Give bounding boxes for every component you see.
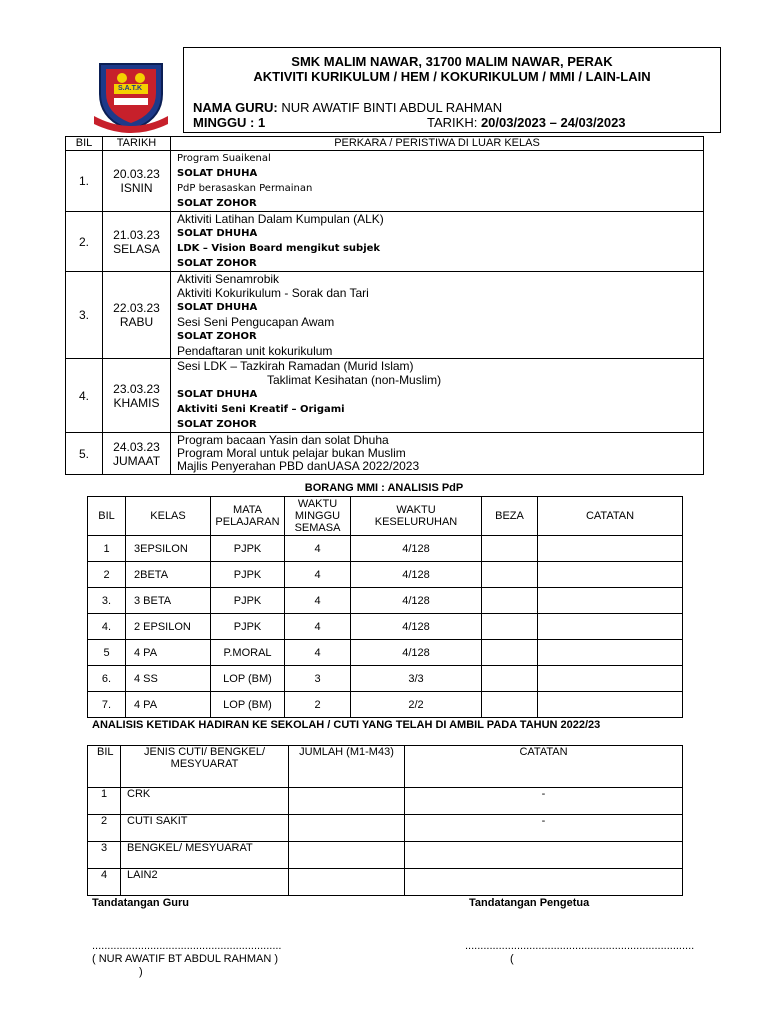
activity-row [66,359,704,433]
mmi-catatan [538,666,683,692]
principal-signature-open: ( [510,953,514,965]
mmi-keseluruhan: 4/128 [351,562,482,588]
activity-item: Aktiviti Senamrobik [177,272,280,286]
activity-date: 23.03.23 [113,381,160,396]
mmi-catatan [538,536,683,562]
mmi-bil: 7. [88,692,126,718]
activity-date-cell [103,359,171,433]
absence-jenis: CUTI SAKIT [121,815,289,842]
mmi-keseluruhan: 3/3 [351,666,482,692]
date-row [427,115,626,130]
mmi-col-mata-l1: MATA [233,504,262,516]
mmi-kelas: 3 BETA [126,588,211,614]
col-bil: BIL [66,137,103,151]
principal-signature-line: ........................................................................... [465,940,695,952]
activity-date: 24.03.23 [113,439,160,454]
school-logo [92,60,170,134]
teacher-signature-label: Tandatangan Guru [92,897,189,909]
mmi-catatan [538,692,683,718]
activity-item: LDK – Vision Board mengikut subjek [177,243,381,254]
activity-item: SOLAT ZOHOR [177,331,257,342]
header-box [183,47,721,133]
activity-day: RABU [119,315,154,329]
activity-bil: 3. [66,272,103,359]
school-name: SMK MALIM NAWAR, 31700 MALIM NAWAR, PERAK [291,54,613,69]
mmi-beza [482,692,538,718]
teacher-name: NUR AWATIF BINTI ABDUL RAHMAN [281,100,503,115]
mmi-row [88,692,683,718]
mmi-row [88,562,683,588]
mmi-col-kelas: KELAS [126,497,211,536]
absence-bil: 2 [88,815,121,842]
activity-row [66,151,704,212]
mmi-bil: 3. [88,588,126,614]
activity-row [66,272,704,359]
activity-item: Program Suaikenal [177,153,271,164]
mmi-keseluruhan: 4/128 [351,614,482,640]
activity-items [171,212,704,272]
mmi-col-bil: BIL [88,497,126,536]
mmi-minggu: 2 [285,692,351,718]
activity-items [171,433,704,475]
activity-date-cell [103,433,171,475]
mmi-mata: PJPK [211,562,285,588]
absence-catatan: - [405,788,683,815]
mmi-kelas: 4 PA [126,640,211,666]
mmi-minggu: 4 [285,614,351,640]
activity-bil: 5. [66,433,103,475]
activity-item: Pendaftaran unit kokurikulum [177,344,333,358]
activity-item: Program bacaan Yasin dan solat Dhuha [177,433,389,447]
mmi-title: BORANG MMI : ANALISIS PdP [304,482,464,494]
absence-row [88,815,683,842]
mmi-col-kes-l1: WAKTU [396,504,436,516]
mmi-catatan [538,562,683,588]
activity-item: SOLAT DHUHA [177,389,258,400]
activity-row [66,212,704,272]
col-perkara: PERKARA / PERISTIWA DI LUAR KELAS [171,137,704,151]
mmi-col-mata [211,497,285,536]
mmi-mata: P.MORAL [211,640,285,666]
mmi-bil: 6. [88,666,126,692]
activity-item: Program Moral untuk pelajar bukan Muslim [177,446,406,460]
teacher-signature-line: .............................................................. [92,940,282,952]
absence-bil: 1 [88,788,121,815]
absence-jumlah [289,815,405,842]
activity-item: SOLAT ZOHOR [177,258,257,269]
activity-day: JUMAAT [112,453,161,468]
absence-row [88,788,683,815]
activity-date: 21.03.23 [113,227,160,242]
teacher-signature-close: ) [139,966,143,978]
week-label: MINGGU : 1 [193,115,266,130]
activity-item: SOLAT DHUHA [177,168,258,179]
mmi-kelas: 4 PA [126,692,211,718]
absence-jenis: LAIN2 [121,869,289,896]
activity-item: Aktiviti Latihan Dalam Kumpulan (ALK) [177,212,384,226]
mmi-beza [482,614,538,640]
mmi-header-row [88,497,683,536]
mmi-kelas: 3EPSILON [126,536,211,562]
absence-jumlah [289,842,405,869]
absence-catatan [405,842,683,869]
mmi-bil: 5 [88,640,126,666]
mmi-keseluruhan: 4/128 [351,640,482,666]
activity-items [171,359,704,433]
activity-item: Sesi Seni Pengucapan Awam [177,315,335,329]
mmi-col-catatan: CATATAN [538,497,683,536]
mmi-catatan [538,588,683,614]
absence-jenis: CRK [121,788,289,815]
mmi-row [88,588,683,614]
mmi-beza [482,562,538,588]
teacher-label: NAMA GURU: [193,100,278,115]
mmi-mata: PJPK [211,614,285,640]
absence-header-row [88,746,683,788]
activity-date-cell [103,272,171,359]
mmi-row [88,640,683,666]
absence-col-jumlah: JUMLAH (M1-M43) [289,746,405,788]
activity-item: Majlis Penyerahan PBD danUASA 2022/2023 [177,459,420,473]
activity-bil: 4. [66,359,103,433]
activity-items [171,151,704,212]
absence-title: ANALISIS KETIDAK HADIRAN KE SEKOLAH / CUTI YANG TELAH DI AMBIL PADA TAHUN 2022/23 [92,719,601,731]
mmi-row [88,614,683,640]
mmi-keseluruhan: 4/128 [351,588,482,614]
activity-day: ISNIN [120,181,153,195]
absence-bil: 4 [88,869,121,896]
absence-catatan: - [405,815,683,842]
report-subtitle: AKTIVITI KURIKULUM / HEM / KOKURIKULUM / MMI / LAIN-LAIN [253,69,651,84]
teacher-signature-name: ( NUR AWATIF BT ABDUL RAHMAN ) [92,953,278,965]
mmi-bil: 4. [88,614,126,640]
mmi-catatan [538,640,683,666]
mmi-kelas: 4 SS [126,666,211,692]
mmi-table [87,496,683,718]
activity-item: Taklimat Kesihatan (non-Muslim) [267,373,442,387]
mmi-minggu: 4 [285,562,351,588]
mmi-col-keseluruhan [351,497,482,536]
mmi-keseluruhan: 2/2 [351,692,482,718]
absence-col-jenis [121,746,289,788]
principal-signature-label: Tandatangan Pengetua [469,897,590,909]
absence-col-catatan: CATATAN [405,746,683,788]
activity-item: SOLAT ZOHOR [177,198,257,209]
activity-item: Aktiviti Seni Kreatif – Origami [177,404,345,415]
mmi-bil: 1 [88,536,126,562]
mmi-catatan [538,614,683,640]
mmi-kelas: 2 EPSILON [126,614,211,640]
absence-row [88,842,683,869]
mmi-beza [482,666,538,692]
mmi-mata: LOP (BM) [211,666,285,692]
activity-date: 22.03.23 [113,301,160,315]
mmi-col-mata-l2: PELAJARAN [215,516,280,528]
activity-row [66,433,704,475]
absence-jenis: BENGKEL/ MESYUARAT [121,842,289,869]
mmi-minggu: 4 [285,640,351,666]
activity-day: KHAMIS [113,395,160,410]
col-tarikh: TARIKH [103,137,171,151]
date-label: TARIKH: [427,115,478,130]
activity-item: Sesi LDK – Tazkirah Ramadan (Murid Islam) [177,359,414,373]
activity-bil: 1. [66,151,103,212]
absence-jumlah [289,869,405,896]
activity-item: SOLAT DHUHA [177,302,258,313]
activity-item: SOLAT DHUHA [177,228,258,239]
absence-col-bil: BIL [88,746,121,788]
activity-items [171,272,704,359]
mmi-row [88,666,683,692]
mmi-beza [482,588,538,614]
mmi-keseluruhan: 4/128 [351,536,482,562]
absence-jumlah [289,788,405,815]
absence-bil: 3 [88,842,121,869]
mmi-col-kes-l2: KESELURUHAN [374,516,458,528]
absence-catatan [405,869,683,896]
absence-col-jenis-l1: JENIS CUTI/ BENGKEL/ [143,746,266,758]
activity-day: SELASA [113,241,160,256]
activities-header-row [66,137,704,151]
mmi-bil: 2 [88,562,126,588]
absence-row [88,869,683,896]
mmi-mata: LOP (BM) [211,692,285,718]
activity-date-cell [103,212,171,272]
logo-text: S.A.T.K [118,85,143,92]
activity-date: 20.03.23 [113,167,160,181]
activities-table [65,136,704,475]
mmi-beza [482,536,538,562]
mmi-col-waktu-l1: WAKTU [297,498,338,510]
activity-date-cell [103,151,171,212]
mmi-mata: PJPK [211,536,285,562]
mmi-col-waktu [285,497,351,536]
absence-table [87,745,683,896]
mmi-minggu: 4 [285,588,351,614]
mmi-mata: PJPK [211,588,285,614]
teacher-row [193,100,502,115]
mmi-minggu: 4 [285,536,351,562]
activity-item: SOLAT ZOHOR [177,419,257,430]
mmi-kelas: 2BETA [126,562,211,588]
absence-col-jenis-l2: MESYUARAT [170,758,239,770]
date-range: 20/03/2023 – 24/03/2023 [480,115,626,130]
mmi-col-waktu-l3: SEMASA [294,522,341,534]
activity-bil: 2. [66,212,103,272]
mmi-minggu: 3 [285,666,351,692]
mmi-beza [482,640,538,666]
mmi-row [88,536,683,562]
mmi-col-waktu-l2: MINGGU [294,510,341,522]
mmi-col-beza: BEZA [482,497,538,536]
activity-item: Aktiviti Kokurikulum - Sorak dan Tari [177,286,369,300]
activity-item: PdP berasaskan Permainan [177,183,313,194]
